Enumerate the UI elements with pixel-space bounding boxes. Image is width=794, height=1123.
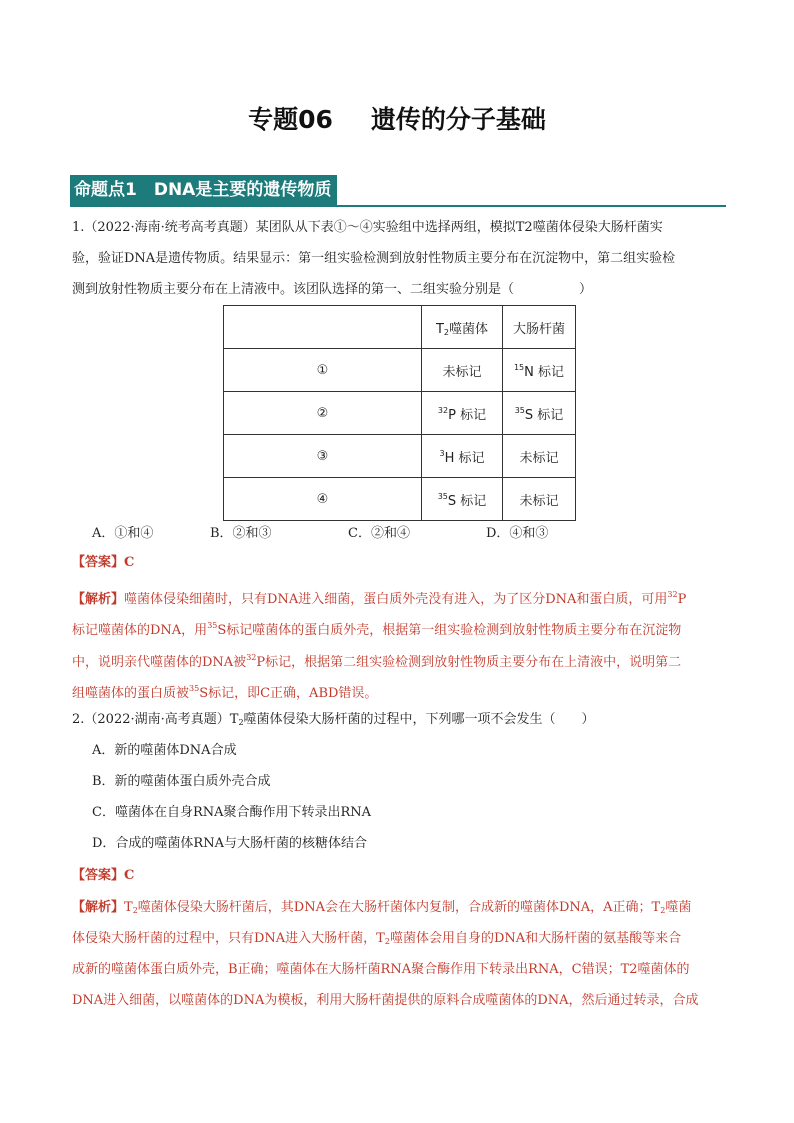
q2-option-d: D．合成的噬菌体RNA与大肠杆菌的核糖体结合 <box>92 836 367 851</box>
phage-label-cell: 未标记 <box>422 349 503 392</box>
bacteria-label-cell: 未标记 <box>503 435 576 478</box>
q1-stem-line1: 1.（2022·海南·统考高考真题）某团队从下表①～④实验组中选择两组，模拟T2噬菌体侵染大肠杆菌实 <box>72 220 663 235</box>
table-row <box>224 478 576 521</box>
q2-analysis-line2: 体侵染大肠杆菌的过程中，只有DNA进入大肠杆菌，$T_2$噬菌体会用自身的DNA和大肠杆菌的氨基酸等来合 <box>72 931 682 946</box>
page-title <box>0 100 794 136</box>
group-cell: ① <box>224 349 422 392</box>
table-header-bacteria: 大肠杆菌 <box>503 306 576 349</box>
bacteria-label-cell: $^{35}$S 标记 <box>503 392 576 435</box>
q1-analysis-line3: 中，说明亲代噬菌体的DNA被$^{32}$P标记，根据第二组实验检测到放射性物质主要分布在上清液中，说明第二 <box>72 653 682 670</box>
q1-stem-line3: 测到放射性物质主要分布在上清液中。该团队选择的第一、二组实验分别是（ ） <box>72 282 593 297</box>
q2-option-a: A．新的噬菌体DNA合成 <box>92 743 237 758</box>
phage-label-cell: $^{32}$P 标记 <box>422 392 503 435</box>
table-header-phage: $T_2$噬菌体 <box>422 306 503 349</box>
q2-analysis-line3: 成新的噬菌体蛋白质外壳，B正确；噬菌体在大肠杆菌RNA聚合酶作用下转录出RNA，C错误；T2噬菌体的 <box>72 962 690 977</box>
bacteria-label-cell: 未标记 <box>503 478 576 521</box>
table-header-row <box>224 306 576 349</box>
phage-label-cell: $^{35}$S 标记 <box>422 478 503 521</box>
bacteria-label-cell: $^{15}$N 标记 <box>503 349 576 392</box>
q2-stem: 2.（2022·湖南·高考真题）$T_2$噬菌体侵染大肠杆菌的过程中，下列哪一项不会发生（ ） <box>72 712 595 727</box>
phage-label-cell: $^3$H 标记 <box>422 435 503 478</box>
table-row <box>224 349 576 392</box>
q1-stem-line2: 验，验证DNA是遗传物质。结果显示：第一组实验检测到放射性物质主要分布在沉淀物中，第二组实验检 <box>72 251 676 266</box>
q2-option-b: B．新的噬菌体蛋白质外壳合成 <box>92 774 271 789</box>
table-row <box>224 392 576 435</box>
q1-option-a: A．①和④ <box>92 526 154 541</box>
q2-analysis-line1: 【解析】$T_2$噬菌体侵染大肠杆菌后，其DNA会在大肠杆菌体内复制，合成新的噬菌体DNA，A正确；$T_2$噬菌 <box>72 900 692 915</box>
q2-answer: 【答案】C <box>72 868 135 883</box>
section-badge: 命题点1 DNA是主要的遗传物质 <box>70 175 337 205</box>
q1-option-d: D．④和③ <box>486 526 549 541</box>
q1-option-b: B．②和③ <box>210 526 272 541</box>
group-cell: ② <box>224 392 422 435</box>
experiment-table <box>223 305 576 521</box>
q2-analysis-line4: DNA进入细菌，以噬菌体的DNA为模板，利用大肠杆菌提供的原料合成噬菌体的DNA，然后通过转录，合成 <box>72 993 699 1008</box>
q1-analysis-line4: 组噬菌体的蛋白质被$^{35}$S标记，即C正确，ABD错误。 <box>72 684 378 701</box>
topic-number: 专题06 <box>248 105 333 134</box>
group-cell: ④ <box>224 478 422 521</box>
topic-name: 遗传的分子基础 <box>370 105 546 134</box>
q1-answer: 【答案】C <box>72 555 135 570</box>
section-header <box>70 175 726 207</box>
q1-analysis-line2: 标记噬菌体的DNA，用$^{35}$S标记噬菌体的蛋白质外壳，根据第一组实验检测到放射性物质主要分布在沉淀物 <box>72 621 682 638</box>
q1-analysis-line1: 【解析】噬菌体侵染细菌时，只有DNA进入细菌，蛋白质外壳没有进入，为了区分DNA和蛋白质，可用$^{32}$P <box>72 590 687 607</box>
q2-option-c: C．噬菌体在自身RNA聚合酶作用下转录出RNA <box>92 805 372 820</box>
group-cell: ③ <box>224 435 422 478</box>
q1-option-c: C．②和④ <box>348 526 410 541</box>
table-header-cell-empty <box>224 306 422 349</box>
table-row <box>224 435 576 478</box>
